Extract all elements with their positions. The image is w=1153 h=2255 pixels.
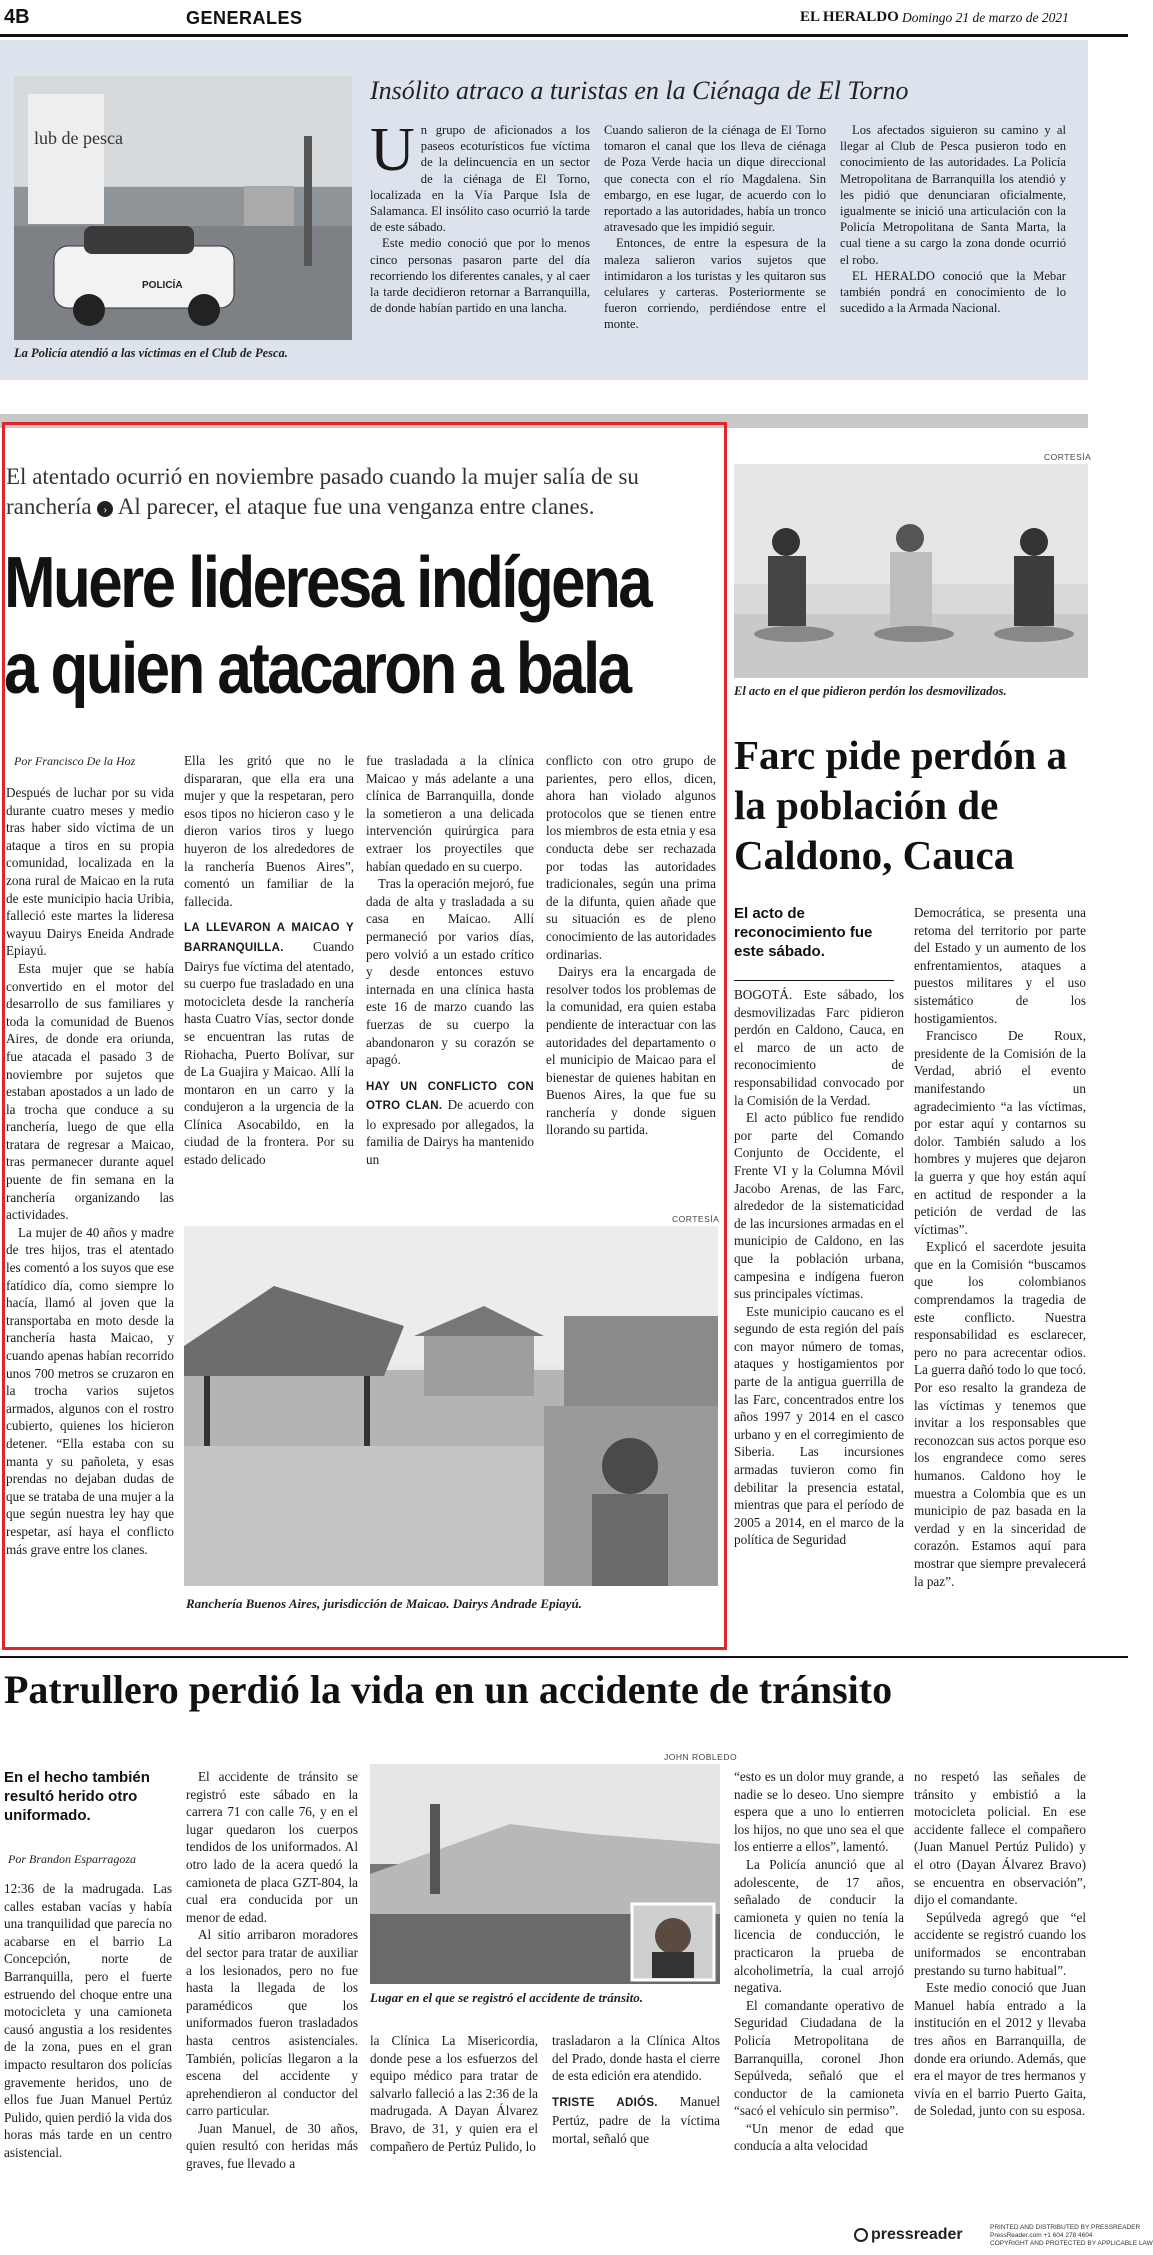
bottom-col6-para2: Sepúlveda agregó que “el accidente se registró cuando los uniformados se encontraban prestando su turno habitual”. xyxy=(914,1909,1086,1978)
top-story-col1-para: Este medio conoció que por lo menos cinco personas pasaron parte del día recorriendo los diferentes canales, y al caer la tarde decidieron retornar a Barranquilla, de donde habían partido en una lancha. xyxy=(370,236,590,316)
bottom-story-photo xyxy=(370,1764,720,1984)
farc-subhead-rule xyxy=(734,980,894,981)
footer-line1: PRINTED AND DISTRIBUTED BY PRESSREADER xyxy=(990,2224,1141,2231)
top-story-title: Insólito atraco a turistas en la Ciénaga de El Torno xyxy=(370,76,909,105)
main-col4-para1: conflicto con otro grupo de parientes, pero ellos, dicen, ahora han violado algunos protocolos que se tienen entre los miembros de esta etnia y esa conducta debe ser rechazada por todas las autoridades tradicionales, según una prima de la difunta, quien añade que su situación es de pleno conocimiento de las autoridades ordinarias. xyxy=(546,753,716,962)
main-story-byline: Por Francisco De la Hoz xyxy=(14,754,136,768)
bottom-col3 xyxy=(370,2032,538,2155)
bottom-col6-para1: no respetó las señales de tránsito y embistió a la motocicleta policial. En ese accidente fallece el compañero (Juan Manuel Pertúz Pulido) y el otro (Dayan Álvarez Bravo) se encuentra en observación”, dijo el comandante. xyxy=(914,1769,1086,1908)
main-col3 xyxy=(366,752,534,1169)
top-story-col2-para1: Cuando salieron de la ciénaga de El Torno tomaron el canal que los lleva de ciénaga de Poza Verde hacia un dique direccional que conecta con el río Magdalena. Sin embargo, en ese lugar, de acuerdo con lo reportado a las autoridades, había un tronco atravesado que les impidió seguir. xyxy=(604,123,826,235)
bottom-col5 xyxy=(734,1768,904,2155)
main-col4 xyxy=(546,752,716,1139)
main-col4-para2: Dairys era la encargada de resolver todos los problemas de la comunidad, era quien estaba pendiente de interactuar con las autoridades del departamento o el municipio de Maicao para el bienestar de quienes habitan en Buenos Aires, la que fue su ranchería y donde siguen llorando su partida. xyxy=(546,964,716,1138)
farc-subhead: El acto de reconocimiento fue este sábado. xyxy=(734,905,873,960)
main-col2 xyxy=(184,752,354,1169)
bottom-col5-para1: “esto es un dolor muy grande, a nadie se lo deseo. Uno siempre espera que a uno lo entierren los hijos, no que uno sea el que los entierre a ellos”, lamentó. xyxy=(734,1769,904,1855)
headline-line1: Muere lideresa indígena xyxy=(4,543,651,623)
paper-name: EL HERALDO xyxy=(800,9,899,25)
top-story-photo xyxy=(14,76,352,340)
accident-scene xyxy=(370,1764,720,1984)
main-photo-credit: CORTESÍA xyxy=(672,1214,720,1224)
farc-col1-para2: El acto público fue rendido por parte del Comando Conjunto de Occidente, el Frente VI y la Columna Móvil Jacobo Arenas, de las Farc, alrededor de la sistematicidad de las incursiones armadas en el municipio de Caldono, en las que la población urbana, campesina e indígena fueron sus principales víctimas. xyxy=(734,1110,904,1302)
bottom-col4 xyxy=(552,2032,720,2148)
main-story-kicker xyxy=(6,462,718,522)
top-story-col3 xyxy=(840,122,1066,316)
bottom-col1 xyxy=(4,1880,172,2162)
main-col1-para3: La mujer de 40 años y madre de tres hijos, tras el atentado les comentó a los suyos que ese fatídico día, como siempre lo hacía, llamó al joven que la transportaba en moto desde la ranchería hasta Maicao, y cuando apenas habían recorrido unos 700 metros se cruzaron en la trocha varios sujetos armados, algunos con el rostro cubierto, quienes los hicieron detener. “Ella estaba con su manta y su pañoleta, y esas prendas no dejaban dudas de que se trataba de una mujer a la que según nuestra ley hay que respetar, así haya el conflicto más grave entre los clanes. xyxy=(6,1224,174,1557)
bottom-col3-para1: la Clínica La Misericordia, donde pese a los esfuerzos del equipo médico para tratar de salvarlo falleció a las 2:36 de la madrugada. A Dayan Álvarez Bravo, de 31, y quien era el compañero de Pertúz Pulido, lo xyxy=(370,2033,538,2154)
bottom-col4-para1: trasladaron a la Clínica Altos del Prado, donde hasta el cierre de esta edición era atendido. xyxy=(552,2033,720,2084)
page-number: 4B xyxy=(4,6,30,28)
farc-headline: Farc pide perdón a la población de Caldono, Cauca xyxy=(734,732,1067,878)
police-car-scene xyxy=(14,76,352,340)
main-col1-para1: Después de luchar por su vida durante cuatro meses y medio tras haber sido víctima de un ataque a tiros en su propia comunidad, localizada en la zona rural de Maicao en la ruta de este municipio hacia Uribia, falleció este martes la lideresa wayuu Dairys Eneida Andrade Epiayú. xyxy=(6,785,174,959)
bottom-col4-para2-text: Manuel Pertúz, padre de la víctima mortal, señaló que xyxy=(552,2093,720,2146)
bottom-photo-caption: Lugar en el que se registró el accidente de tránsito. xyxy=(370,1990,643,2005)
kicker-part2: Al parecer, el ataque fue una venganza entre clanes. xyxy=(117,494,595,519)
main-col2-para2-text: Cuando Dairys fue víctima del atentado, su cuerpo fue trasladado en una motocicleta desde la ranchería hasta Cuatro Vías, sector donde se encuentran las rutas de Riohacha, Puerto Bolívar, sur de La Guajira y Maicao. Allí la montaron en un carro y la condujeron a la urgencia de la Clínica Asocabildo, en la ciudad de la frontera. Por su estado delicado xyxy=(184,938,354,1168)
main-col3-para1: fue trasladada a la clínica Maicao y más adelante a una clínica de Barranquilla, donde la sometieron a una delicada intervención quirúrgica para extraer los proyectiles que habían quedado en su cuerpo. xyxy=(366,753,534,874)
farc-col1-para3: Este municipio caucano es el segundo de esta región del país con mayor número de tomas, ataques y hostigamientos por parte de la antigua guerrilla de las Farc, concentrados entre los años 1997 y 2014 en el casco urbano y en el corregimiento de Siberia. Las incursiones armadas tuvieron como fin debilitar la presencia estatal, mientras que para el período de 2005 a 2014, en el marco de la política de Seguridad xyxy=(734,1303,904,1548)
page-date: Domingo 21 de marzo de 2021 xyxy=(902,10,1069,25)
farc-col1-para1: BOGOTÁ. Este sábado, los desmovilizadas Farc pidieron perdón en Caldono, Cauca, en el marco de un acto de reconocimiento de responsabilidad convocado por la Comisión de la Verdad. xyxy=(734,987,904,1108)
bottom-col6 xyxy=(914,1768,1086,2120)
main-col2-para1: Ella les gritó que no le dispararan, que ella era una mujer y que la respetaran, pero esos tipos no hicieron caso y le dieron varios tiros y luego huyeron de los alrededores de la ranchería Buenos Aires”, comentó un familiar de la fallecida. xyxy=(184,753,354,909)
bottom-col2-para2: Al sitio arribaron moradores del sector para tratar de auxiliar a los lesionados, pero no fue hasta la llegada de los paramédicos que los uniformados fueron trasladados hasta centros asistenciales. También, policías llegaron a la escena del accidente y aprehendieron al conductor del carro particular. xyxy=(186,1927,358,2119)
main-story-headline xyxy=(4,540,651,712)
main-col3-para3 xyxy=(366,1077,534,1169)
main-story-photo xyxy=(184,1226,718,1586)
farc-col2-para2: Francisco De Roux, presidente de la Comisión de la Verdad, abrió el evento manifestando un agradecimiento “a las víctimas, por estar aquí y contarnos su dolor. También saludo a los hombres y mujeres que dejaron la guerra y que hoy están aquí en actitud de responder a la petición de verdad de las víctimas”. xyxy=(914,1028,1086,1237)
bottom-col5-para4: “Un menor de edad que conducía a alta velocidad xyxy=(734,2120,904,2154)
bottom-col5-para3: El comandante operativo de Seguridad Ciudadana de la Policía Metropolitana de Barranquilla, coronel Jhon Sepúlveda, señaló que el conductor de la camioneta “sacó el vehículo sin permiso”. xyxy=(734,1997,904,2119)
farc-photo-credit: CORTESÍA xyxy=(1044,452,1092,462)
headline-line2: a quien atacaron a bala xyxy=(4,629,630,709)
bottom-subhead-1: TRISTE ADIÓS. xyxy=(552,2096,658,2109)
top-story-drop-cap: U xyxy=(370,116,415,184)
top-story-caption: La Policía atendió a las víctimas en el Club de Pesca. xyxy=(14,346,288,360)
bottom-col6-para3: Este medio conoció que Juan Manuel había entrado a la institución en el 2012 y llevaba tres años en Barranquilla, de donde era oriundo. Además, que era el mayor de tres hermanos y vivía en el barrio Puerto Gaita, de Soledad, junto con su esposa. xyxy=(914,1980,1086,2119)
bottom-story-headline: Patrullero perdió la vida en un accidente de tránsito xyxy=(4,1667,893,1712)
bottom-col5-para2: La Policía anunció que al adolescente, de 17 años, señalado de conducir la camioneta y quien no tenía la licencia de conducción, le practicaron la prueba de alcoholimetría, la cual arrojó negativa. xyxy=(734,1856,904,1996)
footer-line2: PressReader.com +1 604 278 4604 xyxy=(990,2232,1093,2239)
top-story-col3-para2: EL HERALDO conoció que la Mebar también pondrá en conocimiento de lo sucedido a la Armada Nacional. xyxy=(840,268,1066,316)
pressreader-icon xyxy=(854,2228,868,2242)
pressreader-brand: pressreader xyxy=(871,2226,963,2243)
rancheria-scene xyxy=(184,1226,718,1586)
main-col2-para2 xyxy=(184,918,354,1168)
farc-col1 xyxy=(734,986,904,1549)
kicker-part1: El atentado ocurrió en noviembre pasado cuando la mujer salía de su ranchería xyxy=(6,464,639,519)
pressreader-notice xyxy=(990,2224,1153,2248)
bottom-col2 xyxy=(186,1768,358,2173)
bottom-col4-para2 xyxy=(552,2093,720,2148)
bottom-story-rule xyxy=(0,1656,1128,1658)
main-subhead-1: LA LLEVARON A MAICAO Y BARRANQUILLA. xyxy=(184,922,354,954)
top-story-col2 xyxy=(604,122,826,333)
top-story-col1-text: n grupo de aficionados a los paseos ecoturísticos fue víctima de la delincuencia en un sector de la ciénaga de El Torno, localizada en la Vía Parque Isla de Salamanca. El insólito caso ocurrió la tarde de este sábado. xyxy=(370,123,590,235)
bottom-story-subhead: En el hecho también resultó herido otro uniformado. xyxy=(4,1769,150,1824)
footer-line3: COPYRIGHT AND PROTECTED BY APPLICABLE LAW xyxy=(990,2240,1153,2247)
main-subhead-2: HAY UN CONFLICTO CON OTRO CLAN. xyxy=(366,1080,534,1113)
bottom-story-byline: Por Brandon Esparragoza xyxy=(8,1852,137,1866)
main-col3-para2: Tras la operación mejoró, fue dada de alta y trasladada a su casa en Maicao. Allí permaneció por varios días, pero volvió a un estado crítico y desde entonces estuvo internada en una clínica hasta este 16 de marzo cuando las fuerzas de su cuerpo la abandonaron y su corazón se apagó. xyxy=(366,876,534,1068)
kicker-arrow-icon: › xyxy=(97,501,113,517)
top-story-col2-para2: Entonces, de entre la espesura de la maleza salieron varios sujetos que intimidaron a los turistas y les quitaron sus celulares y carteras. Posteriormente se fueron corriendo, perdiéndose entre el monte. xyxy=(604,236,826,332)
farc-caption: El acto en el que pidieron perdón los desmovilizados. xyxy=(734,684,1007,698)
farc-col2-para3: Explicó el sacerdote jesuita que en la Comisión “buscamos que los colombianos comprendamos la tragedia de este conflicto. Nuestra responsabilidad es esclarecer, pero no para acrecentar odios. La guerra dañó todo lo que tocó. Por eso resalto la grandeza de las víctimas y tenemos que invitar a los responsables que reconozcan sus actos porque eso los engrandece como seres humanos. Caldono hoy le muestra a Colombia que es un municipio de paz basada en la verdad y en la sinceridad de corazón. Estamos aquí para mostrar que siempre prevalecerá la paz”. xyxy=(914,1239,1086,1589)
top-story-col3-para1: Los afectados siguieron su camino y al llegar al Club de Pesca pusieron todo en conocimiento de las autoridades. La Policía Metropolitana de Barranquilla los atendió y les pidió que denunciaran oficialmente, igualmente se inició una articulación con la Policía Metropolitana de Santa Marta, la cual tiene a su cargo la zona donde ocurrió el robo. xyxy=(840,123,1066,267)
bottom-col2-para1: El accidente de tránsito se registró este sábado en la carrera 71 con calle 76, y en el lugar quedaron los cuerpos tendidos de los uniformados. Al otro lado de la acera quedó la camioneta de placa GZT-804, la cual era conducida por un menor de edad. xyxy=(186,1769,358,1925)
header-rule xyxy=(0,34,1128,37)
pressreader-logo xyxy=(854,2226,963,2244)
farc-col2 xyxy=(914,904,1086,1590)
club-sign-text: lub de pesca xyxy=(34,128,123,148)
bottom-col2-para3: Juan Manuel, de 30 años, quien resultó con heridas más graves, fue llevado a xyxy=(186,2120,358,2172)
bottom-photo-credit: JOHN ROBLEDO xyxy=(664,1752,738,1762)
main-col1-para2: Esta mujer que se había convertido en el motor del desarrollo de sus familiares y toda la comunidad de Buenos Aires, de donde era oriunda, fue atacada el pasado 3 de noviembre por sujetos que estaban apostados a un lado de la trocha que conduce a su ranchería, luego de que ella tratara de regresar a Maicao, tras permanecer durante aquel puente de fin semana en la ranchería organizando las actividades. xyxy=(6,960,174,1223)
section-name: GENERALES xyxy=(186,8,303,28)
farc-photo xyxy=(734,464,1088,678)
farc-col2-para1: Democrática, se presenta una retoma del territorio por parte del Estado y un aumento de los enfrentamientos, ataques a puestos militares y el uso sistemático de los hostigamientos. xyxy=(914,905,1086,1026)
main-col1 xyxy=(6,784,174,1558)
farc-event-scene xyxy=(734,464,1088,678)
police-car-label: POLICÍA xyxy=(142,280,183,291)
top-story-col1 xyxy=(370,116,590,316)
main-col3-para3-text: De acuerdo con lo expresado por allegados, la familia de Dairys ha mantenido un xyxy=(366,1097,535,1168)
main-photo-caption: Ranchería Buenos Aires, jurisdicción de Maicao. Dairys Andrade Epiayú. xyxy=(186,1596,582,1611)
bottom-col1-para1: 12:36 de la madrugada. Las calles estaban vacías y había una tranquilidad que parecía no acabarse en el barrio La Concepción, norte de Barranquilla, pero el fuerte estruendo del choque entre una motocicleta y una camioneta causó angustia a los residentes de la zona, pues en el gran impacto resultaron dos policías gravemente heridos, uno de ellos fue Juan Manuel Pertúz Pulido, quien perdió la vida dos horas más tarde en un centro asistencial. xyxy=(4,1881,172,2160)
